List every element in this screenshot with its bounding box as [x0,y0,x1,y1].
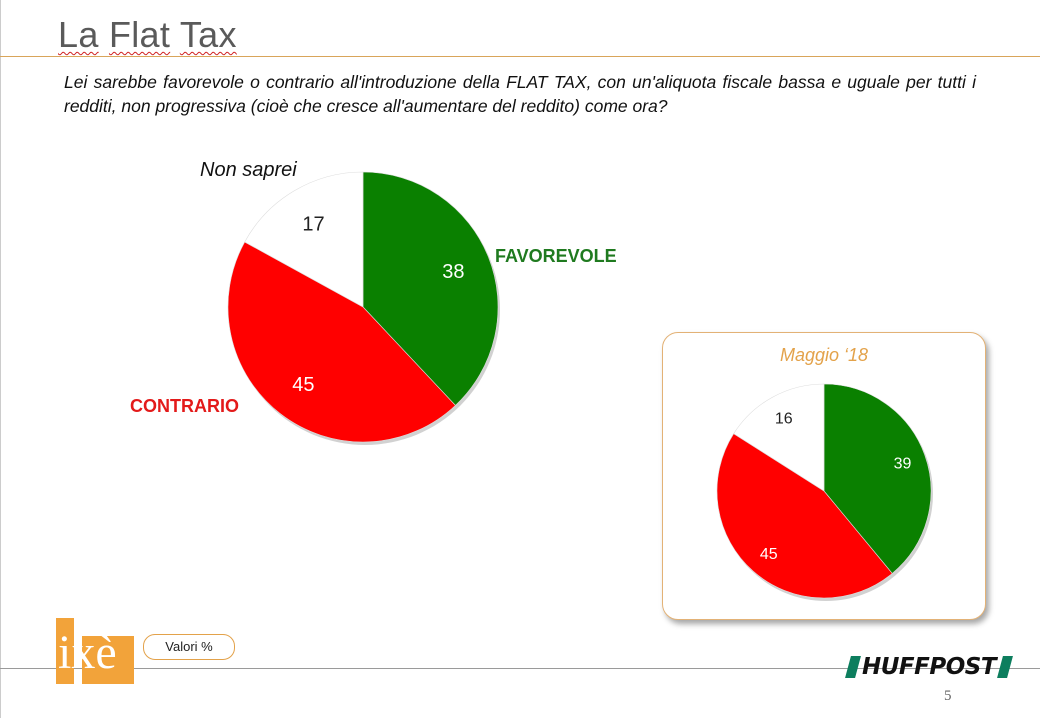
huffpost-logo [848,652,1010,682]
data-label-contrario: 45 [759,546,778,564]
legend-label-contrario: CONTRARIO [130,396,239,416]
page-title [58,14,237,56]
title-word: Flat [108,14,171,55]
data-label-non-saprei: 16 [774,410,793,428]
data-label-contrario: 45 [292,373,315,396]
title-word: La [58,14,99,55]
data-label-favorevole: 39 [893,455,912,473]
comparison-title: Maggio ‘18 [779,345,869,365]
legend-label-favorevole: FAVOREVOLE [495,246,617,266]
huffpost-logo-bar-right [997,656,1013,678]
main-pie-chart [226,170,500,444]
ixe-logo [56,618,136,684]
data-label-favorevole: 38 [442,261,465,284]
page-number: 5 [944,688,952,704]
survey-question: Lei sarebbe favorevole o contrario all'introduzione della FLAT TAX, con un'aliquota fiscale bassa e uguale per tutti i redditi, non progressiva (cioè che cresce all'aumentare del reddito) come ora? [64,72,976,116]
values-unit-badge: Valori % [143,634,235,660]
title-divider [0,56,1040,57]
title-word: Tax [179,14,237,55]
huffpost-wordmark: HUFFPOST [862,654,997,680]
data-label-non-saprei: 17 [302,213,325,236]
legend-label-non-saprei: Non saprei [200,159,297,181]
huffpost-logo-bar-left [845,656,861,678]
left-border [0,0,1,718]
svg-text:ixè: ixè [58,626,117,679]
comparison-pie-chart [715,382,933,600]
